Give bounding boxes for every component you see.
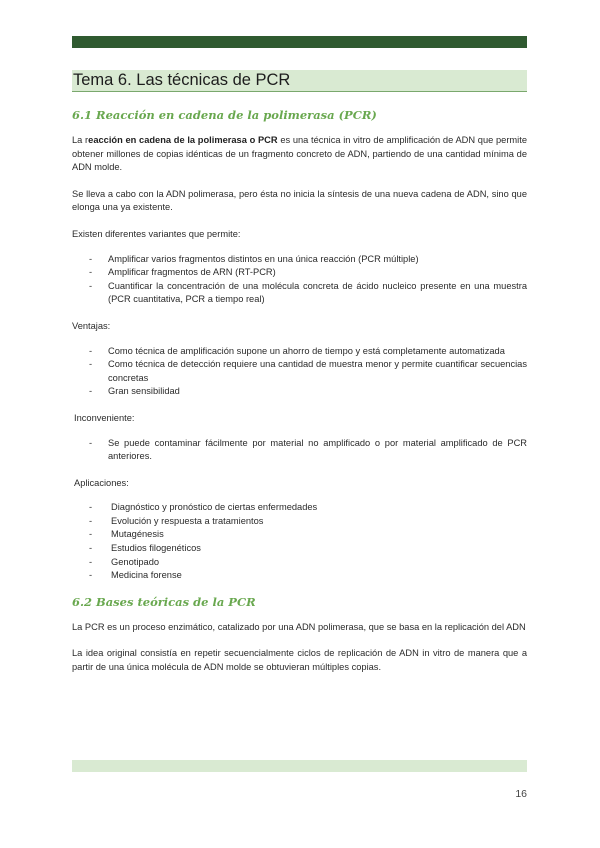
intro-text-start: La r: [72, 135, 89, 145]
section-title-6-2: 6.2 Bases teóricas de la PCR: [72, 594, 256, 609]
list-item: - Diagnóstico y pronóstico de ciertas enfermedades: [72, 501, 527, 515]
list-item: - Evolución y respuesta a tratamientos: [72, 515, 527, 529]
advantages-list: [72, 345, 527, 399]
original-idea-paragraph: La idea original consistía en repetir secuencialmente ciclos de replicación de ADN in vitro de manera que a partir de una única molécula de ADN molde se obtuvieran múltiples copias.: [72, 648, 527, 673]
list-item: - Medicina forense: [72, 569, 527, 583]
applications-list: [72, 501, 527, 583]
list-item: - Mutagénesis: [72, 528, 527, 542]
applications-label: Aplicaciones:: [74, 477, 129, 488]
variants-intro: Existen diferentes variantes que permite:: [72, 228, 241, 239]
list-item: - Estudios filogenéticos: [72, 542, 527, 556]
list-item: - Genotipado: [72, 556, 527, 570]
list-item: - Como técnica de detección requiere una cantidad de muestra menor y permite cuantificar secuencias concretas: [72, 358, 527, 385]
list-item: - Se puede contaminar fácilmente por material no amplificado o por material amplificado de PCR anteriores.: [72, 437, 527, 464]
page-content: [72, 70, 527, 675]
chapter-title: Tema 6. Las técnicas de PCR: [72, 70, 527, 92]
pcr-process-paragraph: La PCR es un proceso enzimático, catalizado por una ADN polimerasa, que se basa en la replicación del ADN: [72, 621, 526, 632]
intro-text-rest: es una técnica in vitro de amplificación de ADN que permite obtener millones de copias idénticas de un fragmento concreto de ADN, partiendo de una cantidad mínima de ADN molde.: [72, 135, 527, 173]
header-bar: [72, 36, 527, 48]
polymerase-paragraph: Se lleva a cabo con la ADN polimerasa, pero ésta no inicia la síntesis de una nueva cadena de ADN, sino que elonga una ya existente.: [72, 188, 527, 213]
list-item: - Amplificar varios fragmentos distintos en una única reacción (PCR múltiple): [72, 253, 527, 267]
list-item: - Como técnica de amplificación supone un ahorro de tiempo y está completamente automatizada: [72, 345, 527, 359]
list-item: - Amplificar fragmentos de ARN (RT-PCR): [72, 266, 527, 280]
footer-bar: [72, 760, 527, 772]
drawbacks-label: Inconveniente:: [74, 412, 135, 423]
list-item: - Gran sensibilidad: [72, 385, 527, 399]
list-item: - Cuantificar la concentración de una molécula concreta de ácido nucleico presente en una muestra (PCR cuantitativa, PCR a tiempo real): [72, 280, 527, 307]
advantages-label: Ventajas:: [72, 320, 111, 331]
page-number: 16: [515, 788, 527, 800]
drawbacks-list: [72, 437, 527, 464]
intro-paragraph: [72, 134, 527, 175]
pcr-definition-term: eacción en cadena de la polimerasa o PCR: [88, 135, 278, 145]
variants-list: [72, 253, 527, 307]
section-title-6-1: 6.1 Reacción en cadena de la polimerasa (PCR): [72, 108, 377, 122]
